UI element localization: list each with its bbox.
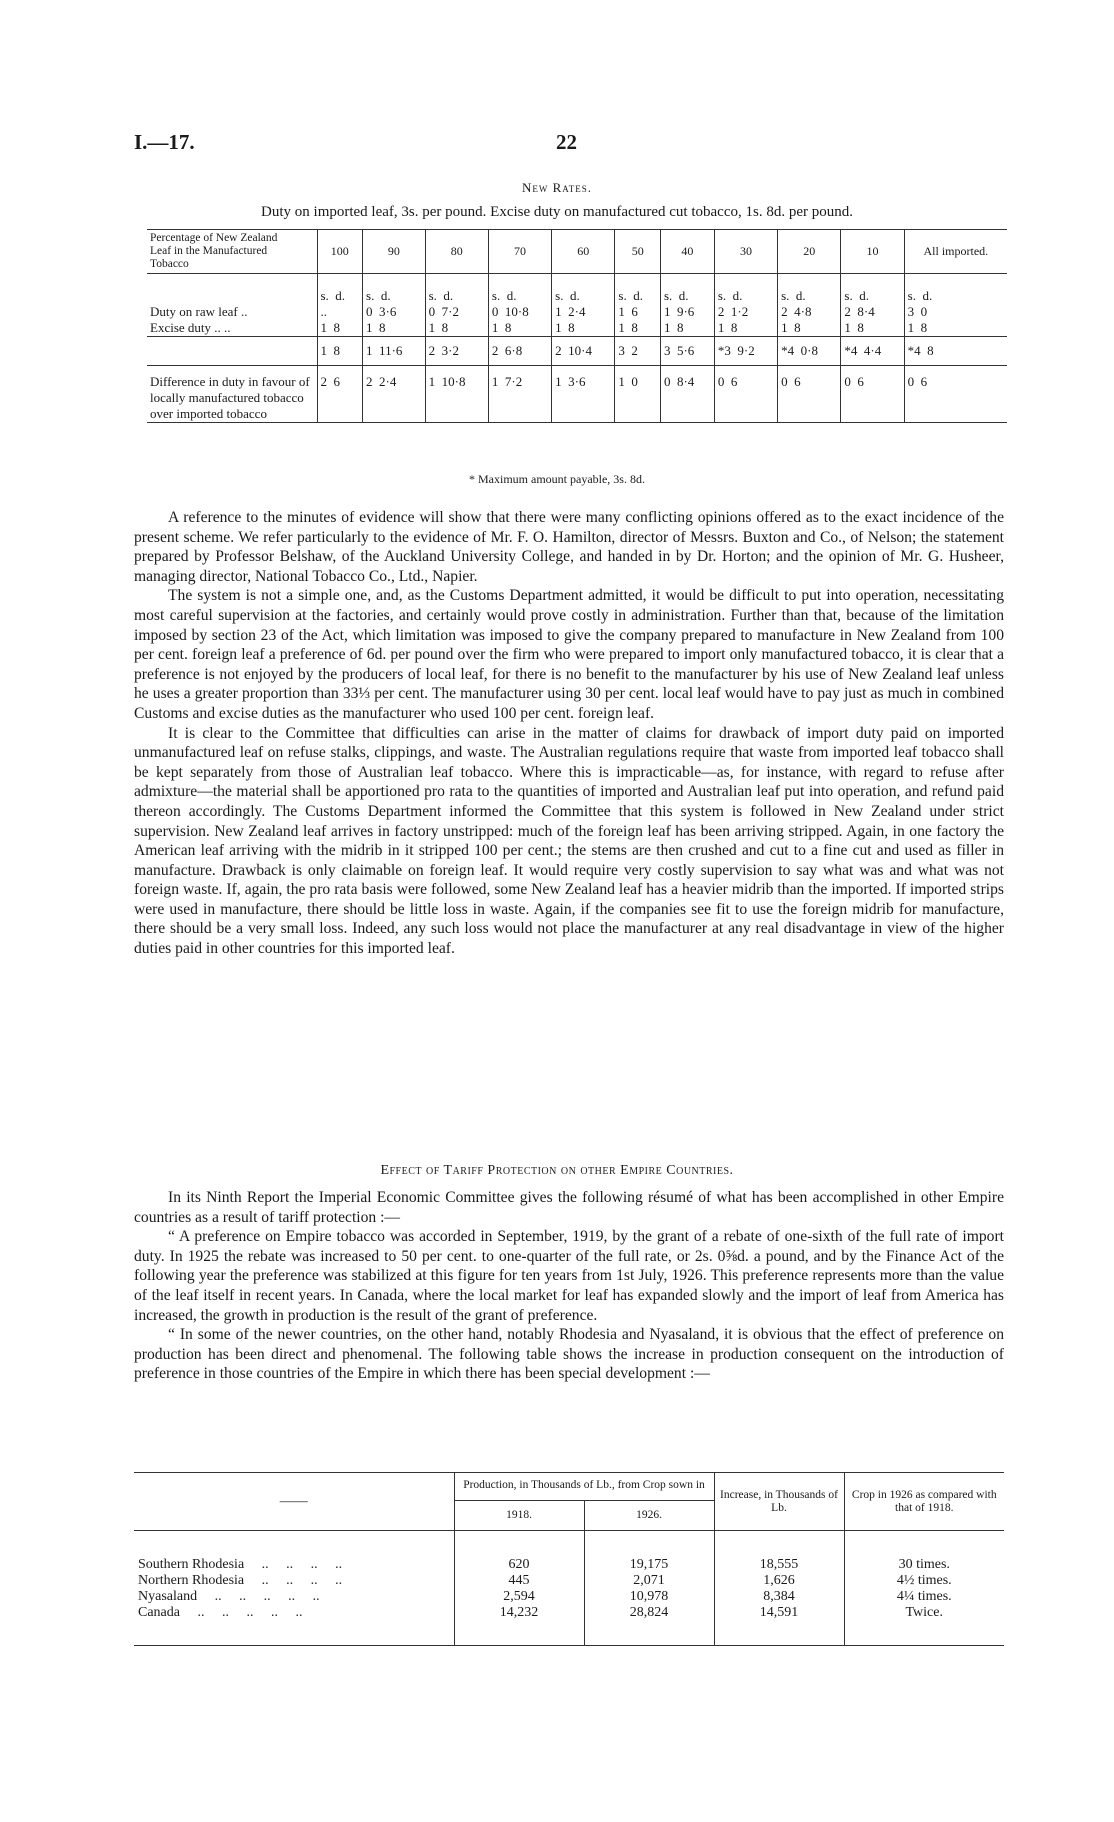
rates-row — [147, 304, 1007, 320]
value-1926: 28,824 — [584, 1605, 714, 1646]
country-name: Northern Rhodesia .. .. .. .. — [134, 1573, 454, 1589]
increase-header: Increase, in Thousands of Lb. — [714, 1473, 844, 1531]
increase-value: 14,591 — [714, 1605, 844, 1646]
row-value: .. — [317, 304, 363, 320]
row-value: 1 8 — [660, 320, 714, 337]
row-value: s. d. — [714, 274, 777, 305]
row-value: 1 10·8 — [425, 366, 488, 423]
row-label: Duty on raw leaf .. — [147, 304, 317, 320]
value-1918: 2,594 — [454, 1589, 584, 1605]
row-value: 1 8 — [488, 320, 551, 337]
row-value: 1 8 — [317, 320, 363, 337]
pct-label-line: Percentage of New Zealand — [150, 232, 278, 244]
body-section-2 — [134, 1188, 1004, 1384]
pct-column-header: All imported. — [904, 230, 1007, 274]
row-value: s. d. — [552, 274, 615, 305]
row-value: 1 9·6 — [660, 304, 714, 320]
row-value: 0 6 — [904, 366, 1007, 423]
row-value: *3 9·2 — [714, 337, 777, 366]
paragraph: The system is not a simple one, and, as the Customs Department admitted, it would be difficult to put into operation, necessitating most careful supervision at the factories, and certainly would prove costly in administration. Further than that, because of the limitation imposed by section 23 of the Act, which limitation was imposed to give the company prepared to manufacture in New Zealand from 100 per cent. foreign leaf a preference of 6d. per pound over the firm who were prepared to import only manufactured tobacco, it is clear that a preference is not enjoyed by the producers of local leaf, for there is no benefit to the manufacturer by his use of New Zealand leaf unless he uses a greater proportion than 33⅓ per cent. The manufacturer using 30 per cent. local leaf would have to pay just as much in combined Customs and excise duties as the manufacturer who used 100 per cent. foreign leaf. — [134, 587, 1004, 722]
pct-column-header: 90 — [363, 230, 426, 274]
row-value: 1 8 — [425, 320, 488, 337]
paragraph: “ A preference on Empire tobacco was accorded in September, 1919, by the grant of a rebate of one-sixth of the full rate of import duty. In 1925 the rebate was increased to 50 per cent. to one-quarter of the full rate, or 2s. 0⅝d. a pound, and by the Finance Act of the following year the preference was stabilized at this figure for ten years from 1st July, 1926. This preference represents more than the value of the leaf itself in recent years. In Canada, where the local market for leaf has expanded slowly and the import of leaf from America has increased, the growth in production is the result of the grant of preference. — [134, 1228, 1004, 1324]
row-value: s. d. — [841, 274, 904, 305]
increase-value: 1,626 — [714, 1573, 844, 1589]
new-rates-title: New Rates. — [521, 180, 593, 195]
row-value: 0 10·8 — [488, 304, 551, 320]
row-value: 3 2 — [615, 337, 661, 366]
paragraph: In its Ninth Report the Imperial Economic Committee gives the following résumé of what has been accomplished in other Empire countries as a result of tariff protection :— — [134, 1189, 1004, 1226]
increase-value: 18,555 — [714, 1531, 844, 1574]
rates-footnote: * Maximum amount payable, 3s. 8d. — [469, 472, 645, 486]
row-value: 1 8 — [615, 320, 661, 337]
crop-header: Crop in 1926 as compared with that of 1918. — [844, 1473, 1004, 1531]
production-row — [134, 1589, 1004, 1605]
increase-value: 8,384 — [714, 1589, 844, 1605]
row-value: 3 5·6 — [660, 337, 714, 366]
row-value: 1 8 — [907, 320, 928, 335]
row-value: 1 8 — [841, 320, 904, 337]
new-rates-table — [147, 229, 1007, 423]
row-value: s. d. — [778, 274, 841, 305]
section-title: Effect of Tariff Protection on other Empire Countries. — [380, 1163, 734, 1178]
pct-column-header: 40 — [660, 230, 714, 274]
row-value: 1 11·6 — [363, 337, 426, 366]
pct-column-header: 100 — [317, 230, 363, 274]
production-row — [134, 1531, 1004, 1574]
report-reference: I.—17. — [134, 130, 195, 154]
row-value: *4 4·4 — [841, 337, 904, 366]
difference-row — [147, 366, 1007, 423]
row-value: 1 0 — [615, 366, 661, 423]
paragraph: “ In some of the newer countries, on the other hand, notably Rhodesia and Nyasaland, it is obvious that the effect of preference on production has been direct and phenomenal. The following table shows the increase in production consequent on the introduction of preference in those countries of the Empire in which there has been special development :— — [134, 1326, 1004, 1383]
value-1918: 445 — [454, 1573, 584, 1589]
new-rates-subtitle: Duty on imported leaf, 3s. per pound. Excise duty on manufactured cut tobacco, 1s. 8d. per pound. — [261, 204, 853, 220]
pct-column-header: 50 — [615, 230, 661, 274]
row-value: 2 1·2 — [714, 304, 777, 320]
unit-row — [147, 274, 1007, 305]
crop-comparison: 4¼ times. — [896, 1589, 952, 1604]
row-value: 2 3·2 — [425, 337, 488, 366]
row-value: 2 6 — [317, 366, 363, 423]
production-row — [134, 1573, 1004, 1589]
totals-row — [147, 337, 1007, 366]
paragraph: It is clear to the Committee that difficulties can arise in the matter of claims for drawback of import duty paid on imported unmanufactured leaf on refuse stalks, clippings, and waste. The Australian regulations require that waste from imported leaf tobacco shall be kept separately from those of Australian leaf tobacco. Where this is impracticable—as, for instance, with regard to refuse after admixture—the material shall be apportioned pro rata to the quantities of imported and Australian leaf put into operation, and refund paid thereon accordingly. The Customs Department informed the Committee that this system is followed in New Zealand under strict supervision. New Zealand leaf arrives in factory unstripped: much of the foreign leaf has been arriving stripped. Again, in one factory the American leaf arriving with the midrib in it stripped 100 per cent.; the stems are then crushed and cut to a fine cut and used as filler in manufacture. Drawback is only claimable on foreign leaf. It would require very costly supervision to say what was and what was not foreign waste. If, again, the pro rata basis were followed, some New Zealand leaf has a heavier midrib than the imported. If imported strips were used in manufacture, there should be little loss in waste. Again, if the companies see fit to use the foreign midrib for manufacture, there should be a very small loss. Indeed, any such loss would not place the manufacturer at any real disadvantage in view of the higher duties paid in other countries for this imported leaf. — [134, 724, 1004, 958]
value-1926: 2,071 — [584, 1573, 714, 1589]
rates-header-row — [147, 230, 1007, 274]
row-value: 1 8 — [552, 320, 615, 337]
row-value: 2 8·4 — [841, 304, 904, 320]
row-value: 0 7·2 — [425, 304, 488, 320]
row-value: 1 8 — [317, 337, 363, 366]
pct-column-header: 10 — [841, 230, 904, 274]
crop-comparison: 4½ times. — [896, 1573, 952, 1588]
year-header-1918: 1918. — [454, 1501, 584, 1531]
row-value: 1 3·6 — [552, 366, 615, 423]
rates-row — [147, 320, 1007, 337]
value-1918: 620 — [454, 1531, 584, 1574]
row-value: s. d. — [425, 274, 488, 305]
row-value: 2 10·4 — [552, 337, 615, 366]
row-value: 0 8·4 — [660, 366, 714, 423]
value-1918: 14,232 — [454, 1605, 584, 1646]
pct-column-header: 60 — [552, 230, 615, 274]
row-value: 1 8 — [714, 320, 777, 337]
year-header-1926: 1926. — [584, 1501, 714, 1531]
row-value: 3 0 — [907, 304, 928, 319]
row-value: s. d. — [363, 274, 426, 305]
row-value: 1 6 — [615, 304, 661, 320]
row-value: *4 0·8 — [778, 337, 841, 366]
stub-header: —— — [134, 1473, 454, 1531]
row-value: s. d. — [615, 274, 661, 305]
country-name: Southern Rhodesia .. .. .. .. — [134, 1531, 454, 1574]
row-value: 2 6·8 — [488, 337, 551, 366]
row-value: 0 6 — [778, 366, 841, 423]
row-value: 1 2·4 — [552, 304, 615, 320]
row-value: 2 2·4 — [363, 366, 426, 423]
page-number: 22 — [556, 130, 577, 154]
row-label — [147, 337, 317, 366]
row-value: *4 8 — [904, 337, 1007, 366]
row-value: 1 8 — [363, 320, 426, 337]
pct-column-header: 20 — [778, 230, 841, 274]
body-section-1 — [134, 508, 1004, 959]
crop-comparison: Twice. — [844, 1605, 1004, 1646]
pct-label-cell — [147, 230, 317, 274]
row-value: 2 4·8 — [778, 304, 841, 320]
production-group-header: Production, in Thousands of Lb., from Crop sown in — [454, 1473, 714, 1501]
pct-label-line: Leaf in the Manufactured — [150, 245, 268, 257]
row-value: s. d. — [488, 274, 551, 305]
row-value: 0 6 — [841, 366, 904, 423]
pct-label-line: Tobacco — [150, 258, 189, 270]
pct-column-header: 30 — [714, 230, 777, 274]
row-value: 1 8 — [778, 320, 841, 337]
paragraph: A reference to the minutes of evidence will show that there were many conflicting opinions offered as to the exact incidence of the present scheme. We refer particularly to the evidence of Mr. F. O. Hamilton, director of Messrs. Buxton and Co., of Nelson; the statement prepared by Professor Belshaw, of the Auckland University College, and handed in by Dr. Horton; and the opinion of Mr. G. Husheer, managing director, National Tobacco Co., Ltd., Napier. — [134, 509, 1004, 585]
row-value: s. d. — [907, 288, 933, 303]
country-name: Nyasaland .. .. .. .. .. — [134, 1589, 454, 1605]
row-value: 0 6 — [714, 366, 777, 423]
row-label: Difference in duty in favour of locally manufactured tobacco over imported tobacco — [147, 366, 317, 423]
row-value: 1 7·2 — [488, 366, 551, 423]
production-table — [134, 1472, 1004, 1646]
pct-column-header: 80 — [425, 230, 488, 274]
crop-comparison: 30 times. — [898, 1557, 950, 1572]
production-row — [134, 1605, 1004, 1646]
row-value: s. d. — [660, 274, 714, 305]
row-label: Excise duty .. .. — [147, 320, 317, 337]
row-value: 0 3·6 — [363, 304, 426, 320]
value-1926: 19,175 — [584, 1531, 714, 1574]
value-1926: 10,978 — [584, 1589, 714, 1605]
pct-column-header: 70 — [488, 230, 551, 274]
country-name: Canada .. .. .. .. .. — [134, 1605, 454, 1646]
row-value: s. d. — [317, 274, 363, 305]
row-label — [147, 274, 317, 305]
